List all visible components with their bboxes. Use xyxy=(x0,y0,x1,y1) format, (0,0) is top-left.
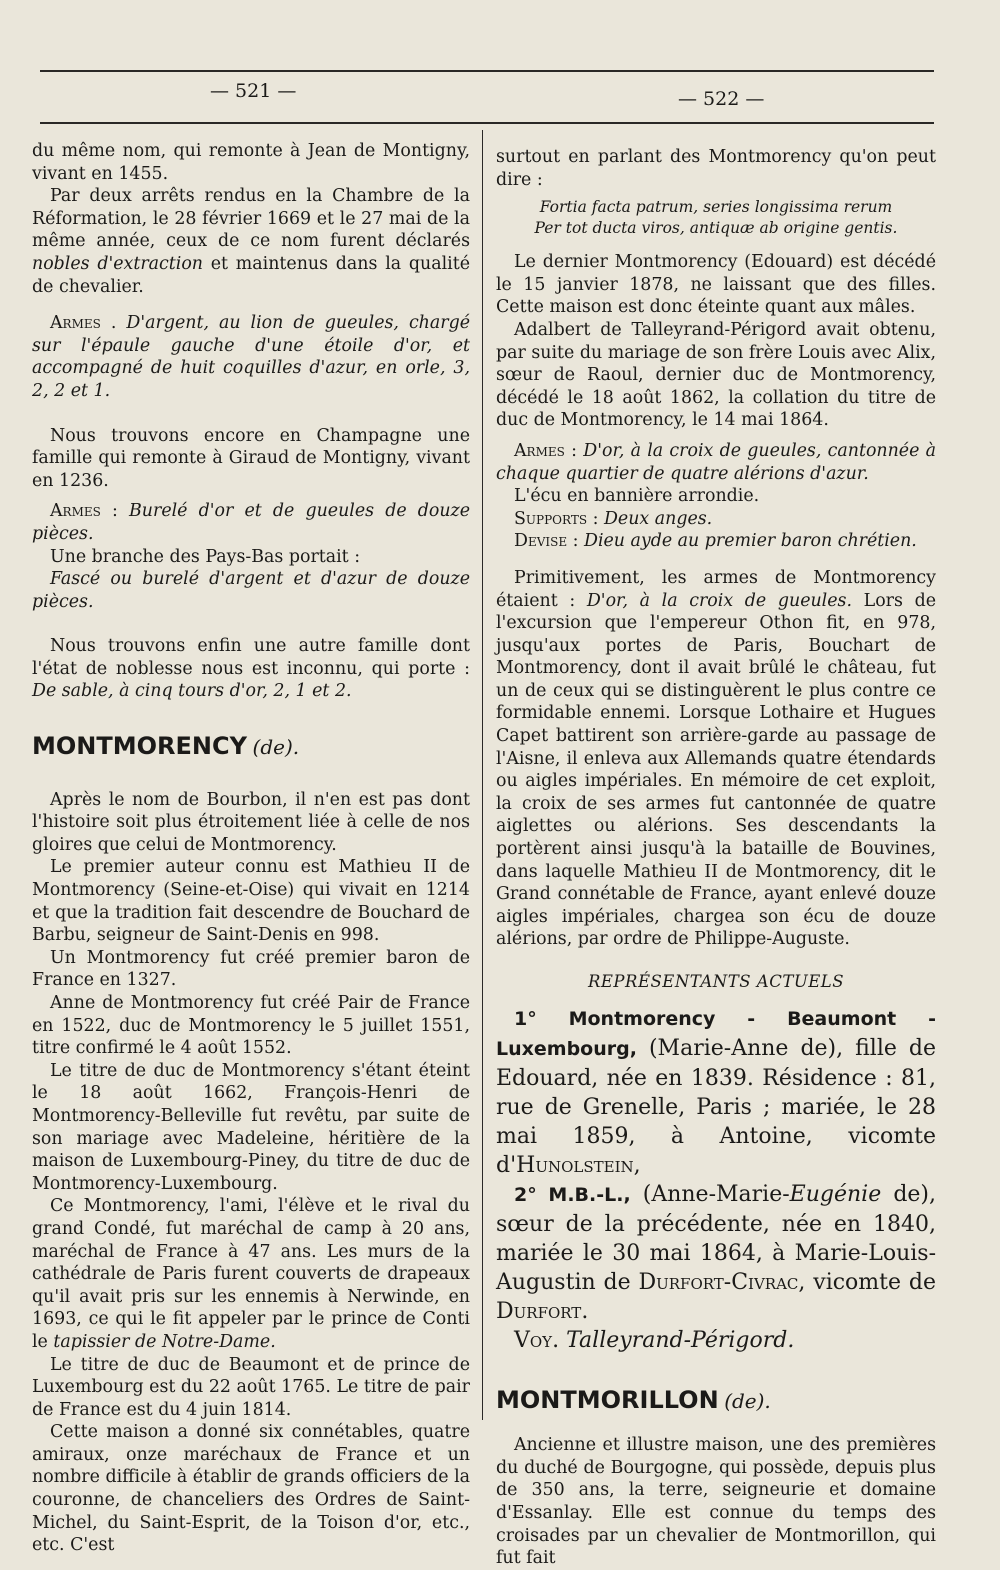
latin-verse: Per tot ducta viros, antiquæ ab origine gentis. xyxy=(534,219,898,238)
arms-description: Armes : Burelé d'or et de gueules de douze pièces. xyxy=(32,501,471,544)
header-rule xyxy=(40,122,934,124)
devise-line: Devise : Dieu ayde au premier baron chrétien. xyxy=(514,531,917,552)
paragraph: Adalbert de Talleyrand-Périgord avait obtenu, par suite du mariage de son frère Louis avec Alix, sœur de Raoul, dernier duc de Montmorency, décédé le 18 août 1862, la collation du titre de duc de Montmorency, le 14 mai 1864. xyxy=(496,319,937,431)
page-number-right: — 522 — xyxy=(678,88,765,110)
paragraph: L'écu en bannière arrondie. xyxy=(514,486,760,507)
representative-entry: 1° Montmorency - Beaumont - Luxembourg, (Marie-Anne de), fille de Edouard, née en 1839. Résidence : 81, rue de Grenelle, Paris ; mariée, le 28 mai 1859, à Antoine, vicomte d'Hunolstein, xyxy=(496,1007,936,1178)
paragraph: Le titre de duc de Beaumont et de prince de Luxembourg est du 22 août 1765. Le titre de pair de France est du 4 juin 1814. xyxy=(32,1354,470,1420)
paragraph: Nous trouvons enfin une autre famille dont l'état de noblesse nous est inconnu, qui porte : De sable, à cinq tours d'or, 2, 1 et 2. xyxy=(32,636,470,702)
latin-verse: Fortia facta patrum, series longissima rerum xyxy=(539,198,893,217)
paragraph: Le premier auteur connu est Mathieu II de Montmorency (Seine-et-Oise) qui vivait en 1214 et que la tradition fait descendre de Bouchard de Barbu, seigneur de Saint-Denis en 998. xyxy=(32,857,470,946)
paragraph: Le dernier Montmorency (Edouard) est décédé le 15 janvier 1878, ne laissant que des filles. Cette maison est donc éteinte quant aux mâles. xyxy=(496,252,936,318)
paragraph: Un Montmorency fut créé premier baron de France en 1327. xyxy=(32,947,470,991)
paragraph: Ancienne et illustre maison, une des premières du duché de Bourgogne, qui possède, depuis plus de 350 ans, la terre, seigneurie et domaine d'Essanlay. Elle est connue du temps des croisades par un chevalier de Montmorillon, qui fut fait xyxy=(496,1435,936,1569)
paragraph: Par deux arrêts rendus en la Chambre de la Réformation, le 28 février 1669 et le 27 mai de la même année, ceux de ce nom furent déclarés nobles d'extraction et maintenus dans la qualité de chevalier. xyxy=(32,186,470,297)
paragraph: Le titre de duc de Montmorency s'étant éteint le 18 août 1662, François-Henri de Montmorency-Belleville fut revêtu, par suite de son mariage avec Madeleine, héritière de la maison de Luxembourg-Piney, du titre de duc de Montmorency-Luxembourg. xyxy=(32,1060,470,1194)
paragraph: Anne de Montmorency fut créé Pair de France en 1522, duc de Montmorency le 5 juillet 1551, titre confirmé le 4 août 1552. xyxy=(32,993,470,1059)
paragraph: Ce Montmorency, l'ami, l'élève et le rival du grand Condé, fut maréchal de camp à 20 ans, maréchal de France à 47 ans. Les murs de la cathédrale de Paris furent couverts de drapeaux qu'il avait pris sur les ennemis à Nerwinde, en 1693, ce qui le fit appeler par le prince de Conti le tapissier de Notre-Dame. xyxy=(32,1196,470,1352)
column-divider xyxy=(482,130,483,1420)
paragraph: Une branche des Pays-Bas portait : xyxy=(50,546,361,567)
section-title-montmorency: MONTMORENCY (de). xyxy=(32,732,300,761)
top-rule xyxy=(40,70,934,72)
representative-entry: 2° M.B.-L., (Anne-Marie-Eugénie de), sœur de la précédente, née en 1840, mariée le 30 mai 1864, à Marie-Louis-Augustin de Durfort-Civrac, vicomte de Durfort. xyxy=(496,1181,936,1324)
paragraph: Après le nom de Bourbon, il n'en est pas dont l'histoire soit plus étroitement liée à celle de nos gloires que celui de Montmorency. xyxy=(32,789,470,855)
left-column xyxy=(32,140,470,1557)
paragraph: surtout en parlant des Montmorency qu'on peut dire : xyxy=(496,147,936,190)
paragraph: Primitivement, les armes de Montmorency étaient : D'or, à la croix de gueules. Lors de l'excursion que l'empereur Othon fit, en 978, jusqu'aux portes de Paris, Bouchart de Montmorency, dont il avait brûlé le château, fut un de ceux qui se distinguèrent le plus contre ce formidable ennemi. Lorsque Lothaire et Hugues Capet battirent son arrière-garde au passage de l'Aisne, il enleva aux Allemands quatre étendards ou aigles impériales. En mémoire de cet exploit, la croix de ses armes fut cantonnée de quatre aiglettes ou alérions. Ses descendants la portèrent ainsi jusqu'à la bataille de Bouvines, dans laquelle Mathieu II de Montmorency, dit le Grand connétable de France, ayant enlevé douze aigles impériales, chargea son écu de douze alérions, par ordre de Philippe-Auguste. xyxy=(496,567,936,950)
paragraph: du même nom, qui remonte à Jean de Montigny, vivant en 1455. xyxy=(32,141,470,184)
section-title-montmorillon: MONTMORILLON (de). xyxy=(496,1385,771,1414)
paragraph: Cette maison a donné six connétables, quatre amiraux, onze maréchaux de France et un nombre difficile à établir de grands officiers de la couronne, de chanceliers des Ordres de Saint-Michel, du Saint-Esprit, de la Toison d'or, etc., etc. C'est xyxy=(32,1422,470,1556)
arms-description: Armes . D'argent, au lion de gueules, chargé sur l'épaule gauche d'une étoile d'or, et accompagné de huit coquilles d'azur, en orle, 3, 2, 2 et 1. xyxy=(32,313,470,401)
page-number-left: — 521 — xyxy=(210,80,297,102)
supports-line: Supports : Deux anges. xyxy=(514,508,713,529)
right-column xyxy=(496,146,936,1570)
cross-reference: Voy. Talleyrand-Périgord. xyxy=(514,1327,795,1353)
representants-heading: REPRÉSENTANTS ACTUELS xyxy=(587,972,845,991)
arms-description: Armes : D'or, à la croix de gueules, cantonnée à chaque quartier de quatre alérions d'azur. xyxy=(496,440,937,484)
paragraph: Nous trouvons encore en Champagne une famille qui remonte à Giraud de Montigny, vivant en 1236. xyxy=(32,425,470,491)
arms-description: Fascé ou burelé d'argent et d'azur de douze pièces. xyxy=(32,569,470,612)
